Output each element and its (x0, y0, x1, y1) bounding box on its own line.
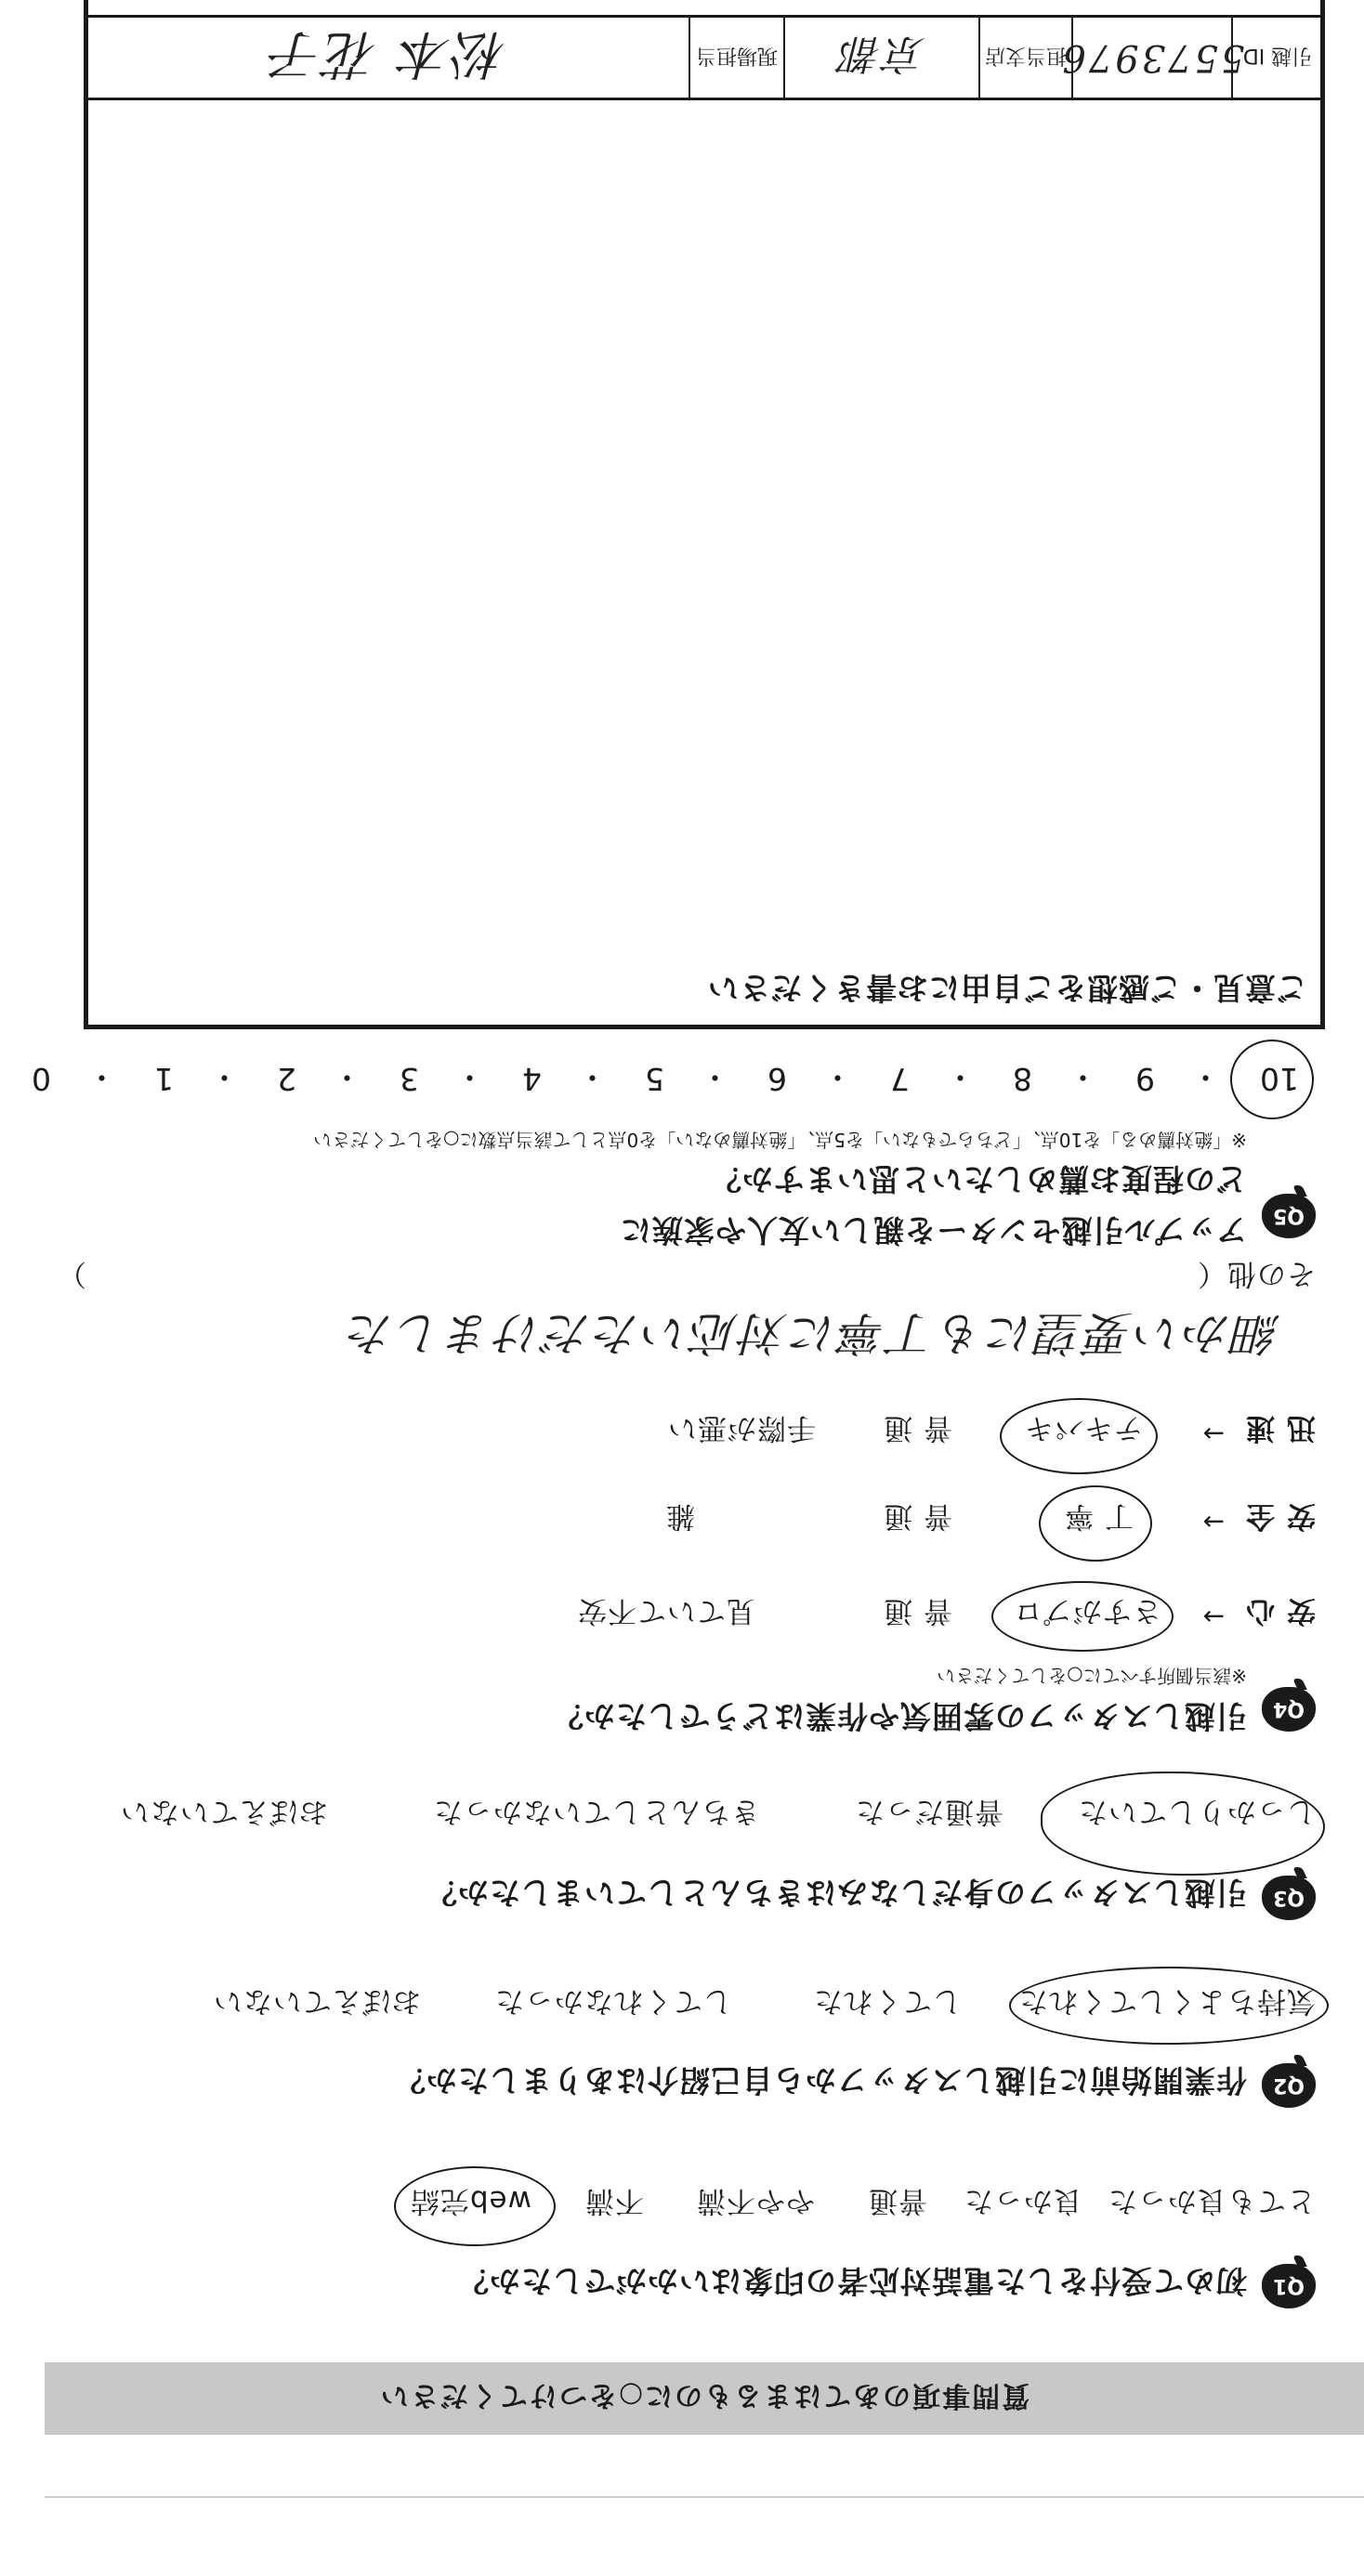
q5-answer-circle (1230, 1040, 1314, 1119)
q4-other-close: ） (57, 1257, 86, 1290)
id-table (84, 15, 1325, 100)
q5-score-row: 10 ・ 9 ・ 8 ・ 7 ・ 6 ・ 5 ・ 4 ・ 3 ・ 2 ・ 1 ・ 0 (32, 1059, 1299, 1097)
q3-option-2[interactable]: きちんとしていなかった (433, 1795, 760, 1828)
q4-other-handwriting: 細かい要望にも丁寧に対応いただけました (345, 1306, 1280, 1360)
q1-answer-circle (394, 2166, 556, 2246)
q4-note: ※該当個所すべてに○をしてください (937, 1665, 1247, 1687)
q4-row2-option-1[interactable]: 普 通 (883, 1411, 952, 1445)
q4-row2-label: 迅 速 (1245, 1411, 1316, 1445)
q5-question-line2: どの程度お薦めしたいと思いますか？ (710, 1161, 1247, 1197)
score-8[interactable]: 8 (1013, 1061, 1032, 1097)
q4-row0-option-1[interactable]: 普 通 (883, 1594, 952, 1628)
score-0[interactable]: 0 (32, 1061, 51, 1097)
top-rule (45, 2496, 1364, 2498)
q2-option-1[interactable]: してくれた (813, 1984, 962, 2018)
q4-row1-option-1[interactable]: 普 通 (883, 1499, 952, 1533)
score-1[interactable]: 1 (154, 1061, 174, 1097)
q3-answer-circle (1041, 1772, 1325, 1876)
q4-row0-label: 安 心 (1245, 1594, 1316, 1628)
arrow-icon: → (1202, 1602, 1225, 1632)
comments-title: ご意見・ご感想をご自由にお書きください (707, 970, 1307, 1006)
leader-value: 松本 花子 (268, 23, 507, 84)
score-9[interactable]: 9 (1135, 1061, 1155, 1097)
score-2[interactable]: 2 (277, 1061, 296, 1097)
q4-other-label: その他（ (1197, 1257, 1316, 1290)
q1-question: 初めて受付をした電話対応者の印象はいかがでしたか？ (457, 2263, 1247, 2299)
q4-row1-label: 安 全 (1245, 1499, 1316, 1533)
score-3[interactable]: 3 (400, 1061, 419, 1097)
q3-question: 引越しスタッフの身だしなみはきちんとしていましたか？ (426, 1875, 1247, 1911)
q4-row0-option-0[interactable]: さすがプロ (1013, 1594, 1161, 1628)
q2-option-3[interactable]: おぼえていない (213, 1984, 421, 2018)
q4-question: 引越しスタッフの雰囲気や作業はどうでしたか？ (552, 1698, 1247, 1734)
q4-row2-circle (1000, 1398, 1158, 1474)
leader-label: 現場担当 (696, 44, 779, 68)
q5-question-line1: アップル引越センターを親しい友人や家族に (619, 1212, 1247, 1249)
comments-box[interactable] (84, 0, 1325, 1029)
q5-note: ※「絶対薦める」を10点、「どちらでもない」を5点、「絶対薦めない」を0点として該当点数に○をしてください (313, 1129, 1247, 1151)
arrow-icon: → (1202, 1419, 1225, 1449)
q1-option-4[interactable]: 不満 (584, 2184, 644, 2217)
instruction-banner (45, 2362, 1364, 2435)
score-6[interactable]: 6 (767, 1061, 787, 1097)
q4-row1-circle (1039, 1485, 1152, 1562)
branch-label: 担当支店 (985, 44, 1068, 68)
score-7[interactable]: 7 (890, 1061, 910, 1097)
q4-row1-option-2[interactable]: 雑 (665, 1499, 695, 1533)
q4-row2-option-2[interactable]: 手際が悪い (667, 1411, 816, 1445)
arrow-icon: → (1202, 1507, 1225, 1537)
q5-badge: Q5 (1262, 1194, 1316, 1238)
q2-badge: Q2 (1262, 2063, 1316, 2108)
q4-row0-option-2[interactable]: 見ていて不安 (577, 1594, 755, 1628)
score-5[interactable]: 5 (645, 1061, 664, 1097)
score-10[interactable]: 10 (1260, 1061, 1299, 1097)
q3-option-3[interactable]: おぼえていない (120, 1795, 328, 1828)
q1-option-3[interactable]: やや不満 (696, 2184, 815, 2217)
q1-option-1[interactable]: 良かった (964, 2184, 1082, 2217)
q2-answer-circle (1009, 1967, 1329, 2045)
q4-row2-option-0[interactable]: テキパキ (1024, 1411, 1143, 1445)
q1-option-0[interactable]: とても良かった (1108, 2184, 1316, 2217)
score-4[interactable]: 4 (522, 1061, 542, 1097)
q4-badge: Q4 (1262, 1687, 1316, 1732)
q4-row0-circle (991, 1581, 1174, 1652)
q2-option-2[interactable]: してくれなかった (494, 1984, 732, 2018)
q3-badge: Q3 (1262, 1876, 1316, 1920)
banner-text: 質問事項のあてはまるものに○をつけてください (378, 2379, 1030, 2412)
q3-option-1[interactable]: 普通だった (855, 1795, 1003, 1828)
id-label: 引越 ID (1242, 44, 1313, 68)
q1-option-5[interactable]: web完結 (409, 2184, 531, 2217)
id-value: 5573976 (1059, 36, 1245, 79)
q2-option-0[interactable]: 気持ちよくしてくれた (1018, 1984, 1316, 2018)
q2-question: 作業開始前に引越しスタッフから自己紹介はありましたか？ (394, 2062, 1247, 2099)
q3-option-0[interactable]: しっかりしていた (1078, 1795, 1316, 1828)
branch-value: 京都 (838, 30, 925, 77)
q1-badge: Q1 (1262, 2264, 1316, 2308)
q4-row1-option-0[interactable]: 丁 寧 (1064, 1499, 1134, 1533)
q1-option-2[interactable]: 普通 (868, 2184, 927, 2217)
